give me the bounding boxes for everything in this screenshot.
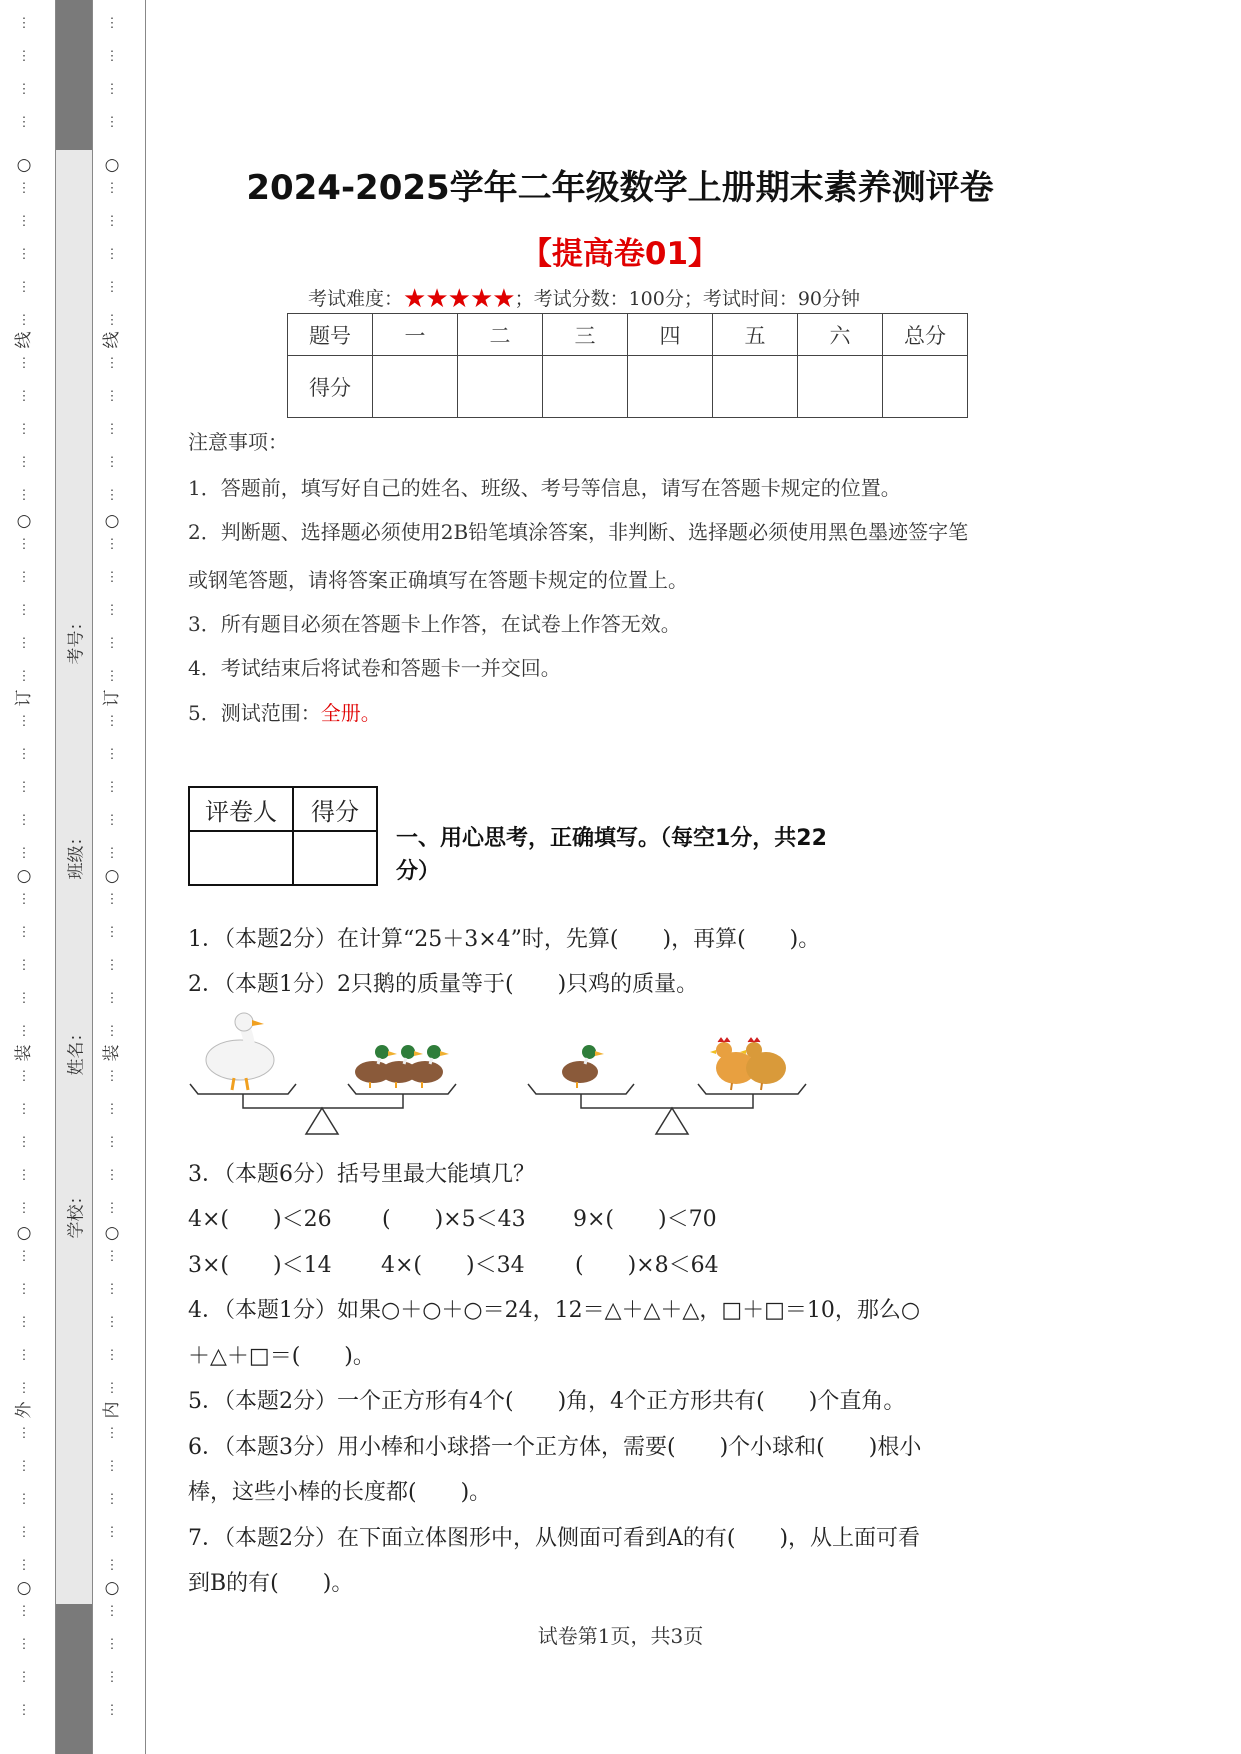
cut-line-circle: ○	[104, 1223, 120, 1243]
cut-line-dots: ⋮	[17, 1637, 31, 1652]
cut-line-dots: ⋮	[105, 16, 119, 31]
cut-line-dots: ⋮	[17, 313, 31, 328]
cut-line-dots: ⋮	[17, 356, 31, 371]
cut-line-label: 线	[14, 331, 34, 349]
question-4-cont: ＋△＋□＝( )。	[188, 1344, 375, 1369]
cut-line-dots: ⋮	[17, 570, 31, 585]
score-cell[interactable]	[543, 356, 628, 418]
cut-line-dots: ⋮	[105, 247, 119, 262]
cut-line-dots: ⋮	[105, 356, 119, 371]
cut-line-dots: ⋮	[17, 747, 31, 762]
cut-line-dots: ⋮	[105, 1102, 119, 1117]
cut-line-dots: ⋮	[105, 389, 119, 404]
cut-line-dots: ⋮	[105, 1315, 119, 1330]
cut-line-dots: ⋮	[17, 389, 31, 404]
score-row-label: 得分	[288, 356, 373, 418]
name-label: 姓名：	[66, 1024, 87, 1076]
inequality-item: 4×( )＜26	[188, 1207, 332, 1232]
notice-title: 注意事项：	[188, 430, 288, 454]
score-cell[interactable]	[713, 356, 798, 418]
difficulty-stars: ★★★★★	[403, 284, 515, 314]
notice-item: 2．判断题、选择题必须使用2B铅笔填涂答案，非判断、选择题必须使用黑色墨迹签字笔	[188, 520, 969, 544]
cut-line-dots: ⋮	[17, 925, 31, 940]
score-cell[interactable]	[458, 356, 543, 418]
cut-line-label: 线	[102, 331, 122, 349]
question-6-cont: 棒，这些小棒的长度都( )。	[188, 1480, 492, 1505]
question-3: 3．（本题6分）括号里最大能填几？	[188, 1162, 535, 1187]
cut-line-dots: ⋮	[105, 1525, 119, 1540]
cut-line-dots: ⋮	[105, 1637, 119, 1652]
notice-item-scope	[188, 697, 381, 726]
cut-line-dots: ⋮	[105, 82, 119, 97]
cut-line-dots: ⋮	[17, 247, 31, 262]
cut-line-dots: ⋮	[105, 1249, 119, 1264]
question-6: 6．（本题3分）用小棒和小球搭一个正方体，需要( )个小球和( )根小	[188, 1435, 922, 1460]
inequality-item: 9×( )＜70	[573, 1207, 717, 1232]
scope-label: 5．测试范围：	[188, 701, 321, 725]
exam-title: 2024-2025学年二年级数学上册期末素养测评卷	[246, 168, 994, 208]
cut-line-dots: ⋮	[17, 1558, 31, 1573]
exam-info	[308, 284, 860, 314]
cut-line-dots: ⋮	[17, 1201, 31, 1216]
section-heading-line1: 一、用心思考，正确填写。（每空1分，共22	[396, 826, 827, 851]
cut-line-dots: ⋮	[17, 181, 31, 196]
cut-line-circle: ○	[16, 866, 32, 886]
cut-line-circle: ○	[16, 511, 32, 531]
cut-line-dots: ⋮	[105, 115, 119, 130]
cut-line-dots: ⋮	[105, 925, 119, 940]
cut-line-label: 装	[14, 1044, 34, 1062]
cut-line-dots: ⋮	[105, 1558, 119, 1573]
cut-line-label: 内	[102, 1401, 122, 1419]
cut-line-circle: ○	[104, 866, 120, 886]
notice-item: 3．所有题目必须在答题卡上作答，在试卷上作答无效。	[188, 612, 681, 636]
cut-line-dots: ⋮	[17, 49, 31, 64]
score-header: 五	[713, 314, 798, 356]
binding-strip-top	[55, 0, 93, 150]
cut-line-dots: ⋮	[105, 280, 119, 295]
cut-line-dots: ⋮	[105, 1426, 119, 1441]
question-7-cont: 到B的有( )。	[188, 1571, 354, 1596]
cut-line-dots: ⋮	[17, 991, 31, 1006]
cut-line-dots: ⋮	[105, 1024, 119, 1039]
score-header: 四	[628, 314, 713, 356]
cut-line-dots: ⋮	[17, 1348, 31, 1363]
cut-line-dots: ⋮	[105, 1703, 119, 1718]
cut-line-dots: ⋮	[105, 1604, 119, 1619]
cut-line-dots: ⋮	[105, 313, 119, 328]
cut-line-dots: ⋮	[17, 455, 31, 470]
cut-line-dots: ⋮	[105, 1168, 119, 1183]
goose-icon	[206, 1013, 274, 1090]
cut-line-circle: ○	[104, 155, 120, 175]
question-1: 1．（本题2分）在计算“25＋3×4”时，先算( )，再算( )。	[188, 927, 821, 952]
cut-line-label: 订	[14, 689, 34, 707]
question-2: 2．（本题1分）2只鹅的质量等于( )只鸡的质量。	[188, 972, 699, 997]
notice-item: 或钢笔答题，请将答案正确填写在答题卡规定的位置上。	[188, 568, 688, 592]
cut-line-label: 装	[102, 1044, 122, 1062]
cut-line-circle: ○	[16, 1223, 32, 1243]
cut-line-dots: ⋮	[17, 16, 31, 31]
cut-line-dots: ⋮	[17, 214, 31, 229]
scope-value: 全册。	[320, 701, 381, 725]
cut-line-dots: ⋮	[105, 1381, 119, 1396]
cut-line-label: 订	[102, 689, 122, 707]
cut-line-dots: ⋮	[105, 747, 119, 762]
cut-line-dots: ⋮	[17, 603, 31, 618]
chicken-icon	[740, 1038, 786, 1090]
cut-line-dots: ⋮	[17, 1315, 31, 1330]
inequality-item: 3×( )＜14	[188, 1253, 332, 1278]
cut-line-dots: ⋮	[17, 82, 31, 97]
question-4: 4．（本题1分）如果○＋○＋○＝24，12＝△＋△＋△，□＋□＝10，那么○	[188, 1298, 921, 1323]
cut-line-dots: ⋮	[105, 181, 119, 196]
cut-line-dots: ⋮	[105, 1069, 119, 1084]
score-table	[287, 313, 968, 418]
cut-line-dots: ⋮	[17, 636, 31, 651]
cut-line-dots: ⋮	[105, 455, 119, 470]
grader-table	[188, 786, 378, 886]
cut-line-dots: ⋮	[17, 669, 31, 684]
cut-line-dots: ⋮	[105, 488, 119, 503]
cut-line-dots: ⋮	[17, 115, 31, 130]
cut-line-dots: ⋮	[17, 1381, 31, 1396]
question-5: 5．（本题2分）一个正方形有4个( )角，4个正方形共有( )个直角。	[188, 1389, 906, 1414]
cut-line-dots: ⋮	[17, 958, 31, 973]
score-cell[interactable]	[883, 356, 968, 418]
exam-number-label: 考号：	[66, 613, 87, 665]
balance-scale-right	[528, 1084, 806, 1134]
score-header: 二	[458, 314, 543, 356]
grader-score-label: 得分	[293, 787, 377, 831]
cut-line-dots: ⋮	[17, 1703, 31, 1718]
question-7: 7．（本题2分）在下面立体图形中，从侧面可看到A的有( )，从上面可看	[188, 1526, 921, 1551]
score-cell[interactable]	[373, 356, 458, 418]
cut-line-dots: ⋮	[17, 1024, 31, 1039]
cut-line-circle: ○	[104, 511, 120, 531]
cut-line-dots: ⋮	[17, 892, 31, 907]
cut-line-dots: ⋮	[17, 488, 31, 503]
score-header: 一	[373, 314, 458, 356]
cut-line-dots: ⋮	[105, 991, 119, 1006]
cut-line-dots: ⋮	[105, 780, 119, 795]
inequality-item: ( )×5＜43	[382, 1207, 526, 1232]
cut-line-circle: ○	[104, 1578, 120, 1598]
score-cell[interactable]	[798, 356, 883, 418]
difficulty-label: 考试难度：	[308, 288, 404, 310]
section-heading-line2: 分）	[396, 859, 441, 884]
cut-line-dots: ⋮	[17, 1670, 31, 1685]
page-footer: 试卷第1页，共3页	[537, 1624, 704, 1648]
cut-line-dots: ⋮	[17, 280, 31, 295]
reviewer-cell[interactable]	[189, 831, 293, 885]
cut-line-dots: ⋮	[105, 49, 119, 64]
cut-line-dots: ⋮	[17, 714, 31, 729]
cut-line-dots: ⋮	[17, 1102, 31, 1117]
cut-line-dots: ⋮	[17, 846, 31, 861]
exam-meta: ；考试分数：100分；考试时间：90分钟	[514, 288, 861, 310]
cut-line-dots: ⋮	[105, 1348, 119, 1363]
cut-line-dots: ⋮	[105, 537, 119, 552]
cut-line-dots: ⋮	[17, 780, 31, 795]
score-header: 总分	[883, 314, 968, 356]
reviewer-label: 评卷人	[189, 787, 293, 831]
class-label: 班级：	[66, 828, 87, 880]
cut-line-dots: ⋮	[17, 1492, 31, 1507]
cut-line-dots: ⋮	[105, 214, 119, 229]
school-label: 学校：	[66, 1187, 87, 1239]
cut-line-dots: ⋮	[17, 1459, 31, 1474]
cut-line-dots: ⋮	[105, 422, 119, 437]
cut-line-dots: ⋮	[17, 1135, 31, 1150]
cut-line-dots: ⋮	[17, 1282, 31, 1297]
margin-rule	[92, 0, 93, 1754]
notice-item: 4．考试结束后将试卷和答题卡一并交回。	[188, 656, 561, 680]
cut-line-dots: ⋮	[105, 603, 119, 618]
cut-line-dots: ⋮	[17, 1525, 31, 1540]
cut-line-dots: ⋮	[105, 1135, 119, 1150]
question-3-row	[188, 1202, 717, 1233]
cut-line-dots: ⋮	[17, 1249, 31, 1264]
exam-subtitle: 【提高卷01】	[520, 236, 720, 272]
notice-item: 1．答题前，填写好自己的姓名、班级、考号等信息，请写在答题卡规定的位置。	[188, 476, 901, 500]
cut-line-dots: ⋮	[105, 570, 119, 585]
cut-line-label: 外	[14, 1401, 34, 1419]
score-header: 题号	[288, 314, 373, 356]
score-cell[interactable]	[628, 356, 713, 418]
cut-line-dots: ⋮	[105, 714, 119, 729]
margin-rule	[55, 0, 56, 1754]
score-header: 三	[543, 314, 628, 356]
inequality-item: ( )×8＜64	[575, 1253, 719, 1278]
cut-line-dots: ⋮	[105, 1282, 119, 1297]
cut-line-circle: ○	[16, 1578, 32, 1598]
cut-line-dots: ⋮	[17, 1604, 31, 1619]
grader-score-cell[interactable]	[293, 831, 377, 885]
score-header: 六	[798, 314, 883, 356]
question-3-row	[188, 1248, 719, 1279]
balance-illustration	[188, 1008, 828, 1143]
cut-line-dots: ⋮	[17, 1168, 31, 1183]
cut-line-dots: ⋮	[105, 846, 119, 861]
cut-line-dots: ⋮	[105, 669, 119, 684]
cut-line-dots: ⋮	[105, 892, 119, 907]
cut-line-dots: ⋮	[105, 636, 119, 651]
cut-line-dots: ⋮	[105, 1670, 119, 1685]
cut-line-dots: ⋮	[17, 422, 31, 437]
cut-line-dots: ⋮	[17, 1069, 31, 1084]
duck-icon	[562, 1045, 604, 1088]
inequality-item: 4×( )＜34	[381, 1253, 525, 1278]
balance-scale-left	[190, 1084, 456, 1134]
cut-line-dots: ⋮	[17, 1426, 31, 1441]
cut-line-circle: ○	[16, 155, 32, 175]
cut-line-dots: ⋮	[105, 1459, 119, 1474]
cut-line-dots: ⋮	[105, 958, 119, 973]
cut-line-dots: ⋮	[105, 1201, 119, 1216]
cut-line-dots: ⋮	[105, 1492, 119, 1507]
section-heading	[396, 822, 916, 888]
cut-line-dots: ⋮	[17, 537, 31, 552]
cut-line-dots: ⋮	[17, 813, 31, 828]
cut-line-dots: ⋮	[105, 813, 119, 828]
